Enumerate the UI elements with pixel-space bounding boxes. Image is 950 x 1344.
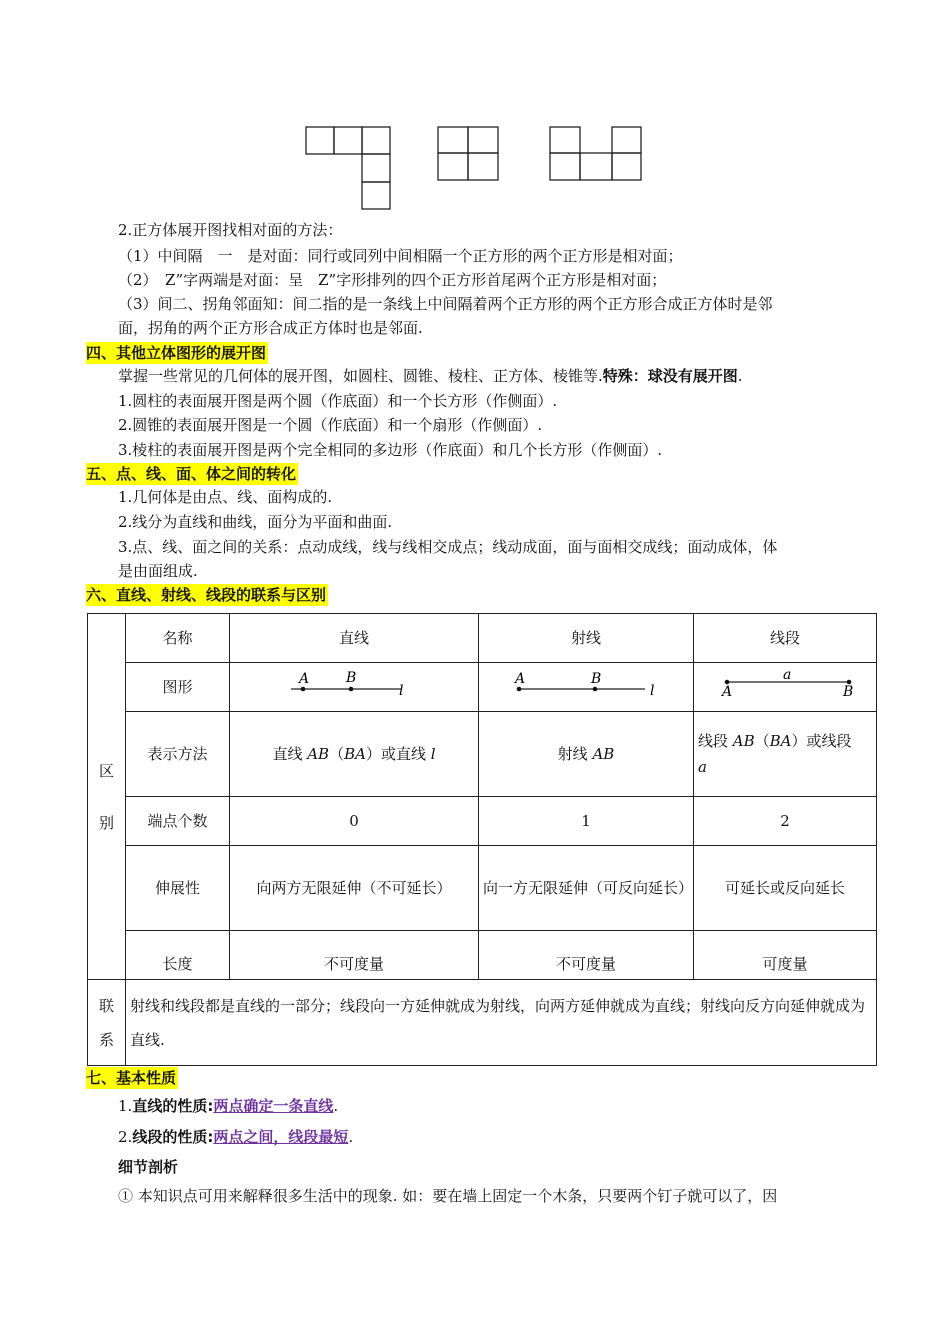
table-row	[88, 797, 877, 846]
sphere-note: 特殊：球没有展开图	[602, 367, 738, 385]
section-5-item-1: 1.几何体是由点、线、面构成的.	[118, 488, 333, 506]
segment-figure	[715, 668, 855, 698]
cube-net-2	[438, 127, 498, 180]
repr-ab: AB	[307, 745, 330, 763]
figure-ray-cell	[479, 663, 694, 712]
relation-text: 射线和线段都是直线的一部分；线段向一方延伸就成为射线，向两方延伸就成为直线；射线向反方向延伸就成为直线.	[126, 980, 877, 1066]
section-6-heading: 六、直线、射线、线段的联系与区别	[86, 586, 327, 604]
relation-char-1: 联	[98, 996, 114, 1015]
section-4-item-1: 1.圆柱的表面展开图是两个圆（作底面）和一个长方形（作侧面）.	[118, 392, 558, 410]
section-4-item-3: 3.棱柱的表面展开图是两个完全相同的多边形（作底面）和几个长方形（作侧面）.	[118, 441, 663, 459]
line-property-link[interactable]: 两点确定一条直线	[213, 1097, 334, 1115]
segment-property-link[interactable]: 两点之间，线段最短	[213, 1128, 349, 1146]
label-a: A	[299, 671, 310, 687]
header-ray: 射线	[479, 614, 694, 663]
cube-net-3	[550, 127, 641, 180]
repr-text: （	[329, 745, 345, 763]
label-b: B	[591, 671, 602, 687]
endpoints-line: 0	[230, 797, 479, 846]
section-5-item-2: 2.线分为直线和曲线，面分为平面和曲面.	[118, 513, 393, 531]
row-endpoints-label: 端点个数	[126, 797, 230, 846]
repr-segment	[694, 712, 877, 797]
item-number: 1.	[118, 1097, 133, 1115]
section-4-heading: 四、其他立体图形的展开图	[86, 344, 267, 362]
extension-ray: 向一方无限延伸（可反向延长）	[479, 846, 694, 931]
extension-segment: 可延长或反向延长	[694, 846, 877, 931]
line-property	[118, 1096, 338, 1116]
line-property-label: 直线的性质:	[132, 1097, 214, 1115]
segment-property	[118, 1127, 353, 1147]
point-b	[593, 687, 598, 692]
cube-net-1	[306, 127, 390, 209]
detail-note: ① 本知识点可用来解释很多生活中的现象. 如：要在墙上固定一个木条，只要两个钉子就可以了，因	[118, 1187, 778, 1205]
relation-label	[88, 980, 126, 1066]
row-extension-label: 伸展性	[126, 846, 230, 931]
repr-text: ）或直线	[365, 745, 431, 763]
point-a	[517, 687, 522, 692]
repr-l: l	[430, 745, 436, 763]
repr-text: 直线	[272, 745, 308, 763]
cube-nets-figure	[300, 122, 650, 214]
endpoints-ray: 1	[479, 797, 694, 846]
section-5-item-3-cont: 是由面组成.	[118, 562, 198, 580]
label-a: A	[515, 671, 526, 687]
label-l: l	[650, 683, 655, 697]
table-row	[88, 614, 877, 663]
cube-method-3: （3）间二、拐角邻面知：间二指的是一条线上中间隔着两个正方形的两个正方形合成正方体时是邻	[118, 295, 773, 313]
endpoints-segment: 2	[694, 797, 877, 846]
row-figure-label: 图形	[126, 663, 230, 712]
repr-a: a	[698, 758, 707, 776]
header-line: 直线	[230, 614, 479, 663]
intro-text: 掌握一些常见的几何体的展开图，如圆柱、圆锥、棱柱、正方体、棱锥等.	[118, 367, 603, 385]
table-row	[88, 931, 877, 980]
section-4-intro	[118, 366, 743, 386]
cube-method-3-cont: 面，拐角的两个正方形合成正方体时也是邻面.	[118, 319, 423, 337]
difference-char-2: 别	[98, 813, 114, 832]
repr-text: ）或线段	[791, 732, 852, 750]
repr-text: 射线	[557, 745, 593, 763]
point-a	[301, 687, 306, 692]
line-figure	[289, 669, 419, 697]
row-length-label: 长度	[126, 931, 230, 980]
intro-end: .	[737, 367, 743, 385]
header-segment: 线段	[694, 614, 877, 663]
cube-method-title: 2.正方体展开图找相对面的方法：	[118, 221, 343, 239]
label-b: B	[843, 684, 854, 698]
repr-ab: AB	[732, 732, 755, 750]
repr-ba: BA	[769, 732, 792, 750]
row-representation-label: 表示方法	[126, 712, 230, 797]
item-number: 2.	[118, 1128, 133, 1146]
point-b	[349, 687, 354, 692]
repr-ray	[479, 712, 694, 797]
repr-text: 线段	[698, 732, 733, 750]
label-b: B	[346, 670, 357, 686]
extension-line: 向两方无限延伸（不可延长）	[230, 846, 479, 931]
section-5-heading: 五、点、线、面、体之间的转化	[86, 465, 297, 483]
detail-analysis-title: 细节剖析	[118, 1158, 179, 1176]
difference-char-1: 区	[98, 761, 114, 780]
cube-method-2: （2） Z”字两端是对面：呈 Z”字形排列的四个正方形首尾两个正方形是相对面；	[118, 271, 667, 289]
section-5-item-3: 3.点、线、面之间的关系：点动成线，线与线相交成点；线动成面，面与面相交成线；面动成体，体	[118, 538, 778, 556]
label-a-lower: a	[783, 668, 792, 683]
difference-label	[88, 614, 126, 980]
repr-line	[230, 712, 479, 797]
repr-ab: AB	[592, 745, 615, 763]
section-4-item-2: 2.圆锥的表面展开图是一个圆（作底面）和一个扇形（作侧面）.	[118, 416, 543, 434]
figure-segment-cell	[694, 663, 877, 712]
length-line: 不可度量	[230, 931, 479, 980]
repr-ba: BA	[344, 745, 366, 763]
table-row	[88, 663, 877, 712]
length-ray: 不可度量	[479, 931, 694, 980]
table-row	[88, 980, 877, 1066]
cube-method-1: （1）中间隔 一 是对面：同行或同列中间相隔一个正方形的两个正方形是相对面；	[118, 247, 683, 265]
label-l: l	[399, 683, 404, 697]
relation-char-2: 系	[98, 1030, 114, 1049]
segment-property-label: 线段的性质:	[132, 1128, 214, 1146]
item-end: .	[348, 1128, 354, 1146]
header-name: 名称	[126, 614, 230, 663]
repr-text: （	[754, 732, 770, 750]
table-row	[88, 712, 877, 797]
length-segment: 可度量	[694, 931, 877, 980]
label-a: A	[722, 684, 733, 698]
ray-figure	[511, 669, 661, 697]
comparison-table	[87, 613, 877, 1066]
item-end: .	[333, 1097, 339, 1115]
section-7-heading: 七、基本性质	[86, 1069, 177, 1087]
figure-line-cell	[230, 663, 479, 712]
table-row	[88, 846, 877, 931]
